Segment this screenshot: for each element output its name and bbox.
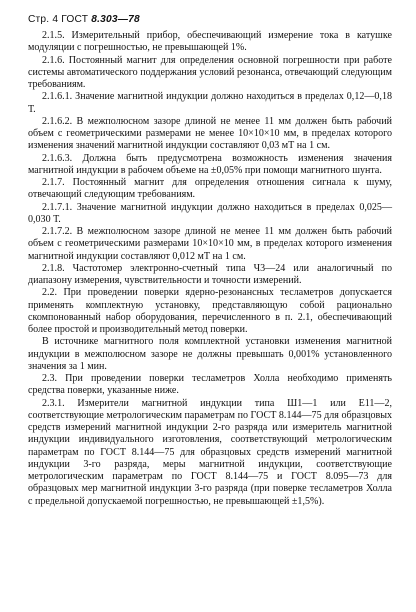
- paragraph-2-3-1: 2.3.1. Измерители магнитной индукции типа Ш1—1 или Е11—2, соответствующие метрологическим параметрам по ГОСТ 8.144—75 для образцовых средств измерений магнитной индукции 2-го разряда или измеритель магнитной индукции индивидуального изготовления, соответствующий метрологическим параметрам по ГОСТ 8.144—75 для образцовых средств измерений магнитной индукции 3-го разряда, меры магнитной индукции, соответствующие метрологическим параметрам по ГОСТ 8.144—75 и ГОСТ 8.095—73 для образцовых мер магнитной индукции 3-го разряда (при поверке тесламетров Холла с предельной допускаемой погрешностью, не превышающей ±1,5%).: [28, 397, 392, 507]
- page-number: Стр. 4: [28, 14, 59, 25]
- paragraph-2-1-8: 2.1.8. Частотомер электронно-счетный типа Ч3—24 или аналогичный по диапазону измерения, чувствительности и точности измерений.: [28, 262, 392, 286]
- page-header: [28, 14, 392, 26]
- paragraph-2-1-7-1: 2.1.7.1. Значение магнитной индукции должно находиться в пределах 0,025—0,030 Т.: [28, 201, 392, 225]
- paragraph-2-1-6: 2.1.6. Постоянный магнит для определения основной погрешности при работе системы автоматического поддержания условий резонанса, отвечающий следующим требованиям.: [28, 54, 392, 90]
- paragraph-2-1-7-2: 2.1.7.2. В межполюсном зазоре длиной не менее 11 мм должен быть рабочий объем с геометрическими размерами 10×10×10 мм, в пределах которого изменения магнитной индукции составляют 0,012 мТ на 1 см.: [28, 226, 392, 262]
- paragraph-2-1-6-3: 2.1.6.3. Должна быть предусмотрена возможность изменения значения магнитной индукции в рабочем объеме на ±0,05% при помощи магнитного шунта.: [28, 152, 392, 176]
- standard-label: ГОСТ: [61, 14, 89, 25]
- paragraph-2-1-6-2: 2.1.6.2. В межполюсном зазоре длиной не менее 11 мм должен быть рабочий объем с геометрическими размерами не менее 10×10×10 мм, в пределах которого изменения значений магнитной индукции составляют 0,03 мТ на 1 см.: [28, 115, 392, 152]
- paragraph-2-2-note: В источнике магнитного поля комплектной установки изменения магнитной индукции в межполюсном зазоре не должны превышать 0,001% установленного значения за 1 мин.: [28, 336, 392, 372]
- paragraph-2-1-5: 2.1.5. Измерительный прибор, обеспечивающий измерение тока в катушке модуляции с погрешностью, не превышающей 1%.: [28, 30, 392, 54]
- paragraph-2-2: 2.2. При проведении поверки ядерно-резонансных тесламетров допускается применять комплектную установку, представляющую собой рационально скомпонованный набор оборудования, перечисленного в п. 2.1, обеспечивающий более простой и производительный метод поверки.: [28, 287, 392, 335]
- paragraph-2-1-6-1: 2.1.6.1. Значение магнитной индукции должно находиться в пределах 0,12—0,18 Т.: [28, 91, 392, 115]
- paragraph-2-1-7: 2.1.7. Постоянный магнит для определения отношения сигнала к шуму, отвечающий следующим требованиям.: [28, 177, 392, 201]
- document-body: [28, 30, 392, 508]
- standard-number: 8.303—78: [91, 14, 140, 25]
- paragraph-2-3: 2.3. При проведении поверки тесламетров Холла необходимо применять средства поверки, указанные ниже.: [28, 373, 392, 397]
